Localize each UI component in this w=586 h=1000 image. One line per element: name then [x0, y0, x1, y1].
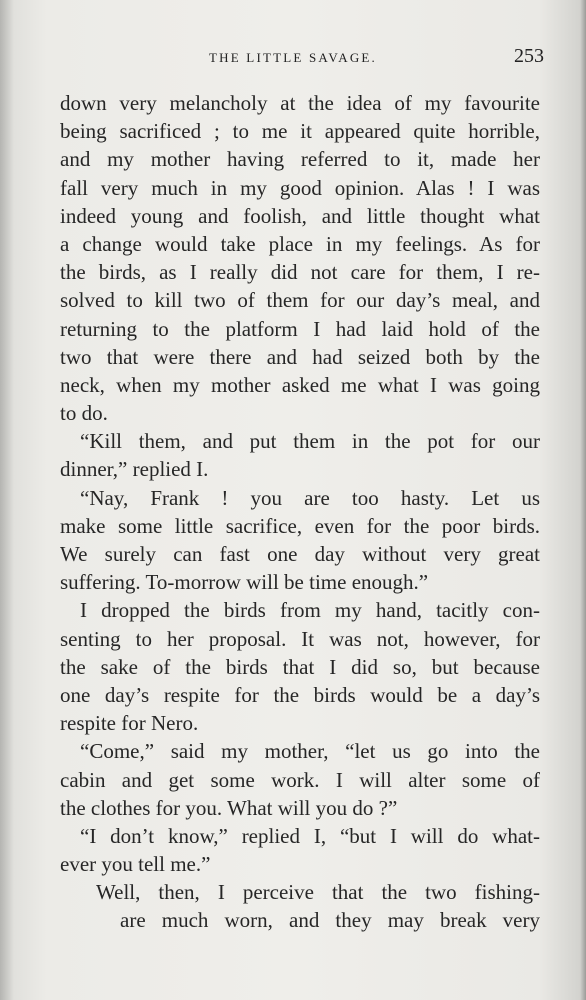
text-line: “Come,” said my mother, “let us go into the — [80, 739, 540, 764]
text-line: returning to the platform I had laid hold of the — [60, 316, 540, 341]
text-line: Well, then, I perceive that the two fishing- — [96, 880, 540, 905]
text-line: “Kill them, and put them in the pot for our — [80, 429, 540, 454]
text-line: cabin and get some work. I will alter some of — [60, 767, 540, 792]
running-title: THE LITTLE SAVAGE. — [208, 50, 378, 65]
text-line: the sake of the birds that I did so, but because — [60, 654, 540, 679]
text-line: the clothes for you. What will you do ?” — [60, 795, 398, 820]
text-line: dinner,” replied I. — [60, 457, 209, 482]
page-edge-shadow — [580, 0, 586, 1000]
text-line: I dropped the birds from my hand, tacitly con- — [80, 598, 540, 623]
text-line: respite for Nero. — [60, 711, 199, 736]
text-line: a change would take place in my feelings. As for — [60, 231, 540, 256]
text-line: ever you tell me.” — [60, 852, 211, 877]
body-text — [60, 89, 540, 935]
text-line: senting to her proposal. It was not, however, for — [60, 626, 540, 651]
text-line: indeed young and foolish, and little thought what — [60, 203, 540, 228]
spine-shadow — [0, 0, 14, 1000]
text-line: neck, when my mother asked me what I was going — [60, 372, 540, 397]
text-line: fall very much in my good opinion. Alas ! I was — [60, 175, 540, 200]
text-line: one day’s respite for the birds would be a day’s — [60, 682, 540, 707]
text-line: down very melancholy at the idea of my favourite — [60, 91, 540, 115]
text-line: are much worn, and they may break very — [120, 908, 540, 933]
text-line: and my mother having referred to it, made her — [60, 147, 540, 172]
text-line: “Nay, Frank ! you are too hasty. Let us — [80, 485, 540, 510]
text-line: suffering. To-morrow will be time enough.” — [60, 570, 429, 595]
text-line: being sacrificed ; to me it appeared quite horrible, — [60, 119, 540, 144]
text-line: to do. — [60, 401, 108, 426]
text-line: the birds, as I really did not care for them, I re- — [60, 260, 540, 285]
text-line: make some little sacrifice, even for the poor birds. — [60, 513, 540, 538]
page-number: 253 — [514, 45, 544, 67]
text-line: two that were there and had seized both by the — [60, 344, 540, 369]
text-line: “I don’t know,” replied I, “but I will do what- — [80, 823, 540, 848]
text-line: We surely can fast one day without very great — [60, 542, 540, 566]
text-line: solved to kill two of them for our day’s meal, and — [60, 288, 540, 313]
